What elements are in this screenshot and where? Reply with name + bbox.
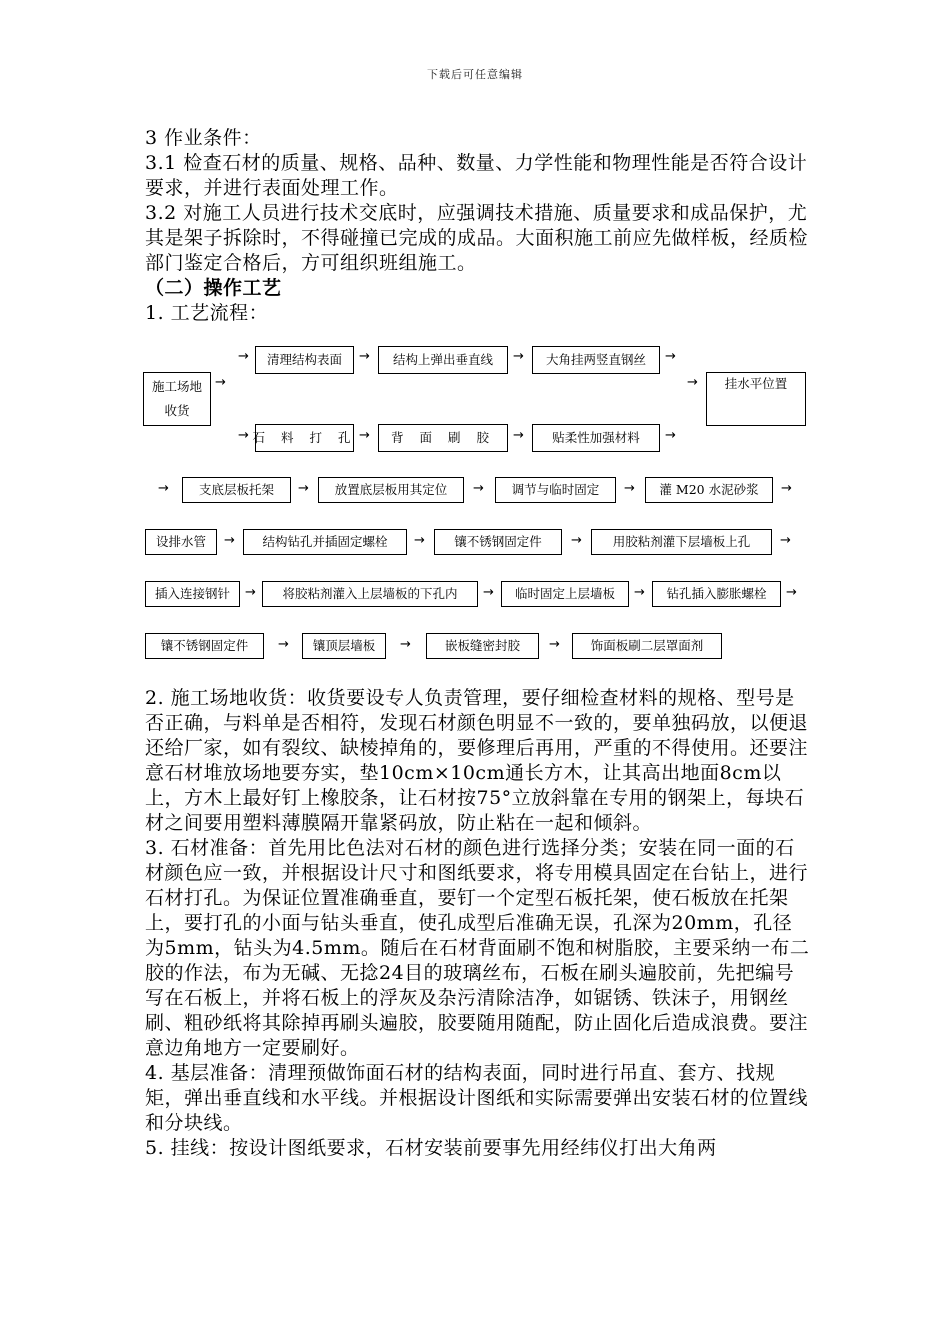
flow-arrow: → bbox=[278, 637, 289, 652]
flow-arrow: → bbox=[414, 533, 425, 548]
flow-box-r4-4: 钻孔插入膨胀螺栓 bbox=[652, 581, 781, 607]
flow-box-top-3: 大角挂两竖直钢丝 bbox=[532, 346, 660, 374]
flow-arrow: → bbox=[359, 428, 370, 443]
flow-box-top-1: 清理结构表面 bbox=[255, 346, 354, 374]
flow-arrow: → bbox=[215, 375, 226, 390]
flow-start-line-2: 收货 bbox=[164, 403, 190, 418]
flow-box-r2-1: 支底层板托架 bbox=[182, 477, 291, 503]
flow-box-r3-1: 设排水管 bbox=[145, 529, 217, 555]
flow-arrow: → bbox=[245, 585, 256, 600]
flow-box-r5-3: 嵌板缝密封胶 bbox=[426, 633, 539, 659]
flow-start-box bbox=[143, 372, 211, 426]
section-3-item-1: 3.1 检查石材的质量、规格、品种、数量、力学性能和物理性能是否符合设计要求，并进行表面处理工作。 bbox=[145, 152, 808, 199]
flow-box-r2-3: 调节与临时固定 bbox=[495, 477, 616, 503]
flow-box-r3-3: 镶不锈钢固定件 bbox=[434, 529, 562, 555]
flow-box-r2-4: 灌 M20 水泥砂浆 bbox=[645, 477, 773, 503]
flow-arrow: → bbox=[665, 349, 676, 364]
flow-arrow: → bbox=[549, 637, 560, 652]
section-3 bbox=[145, 126, 810, 326]
flow-box-r2-2: 放置底层板用其定位 bbox=[318, 477, 464, 503]
flow-arrow: → bbox=[687, 375, 698, 390]
flow-arrow: → bbox=[473, 481, 484, 496]
paragraph-4: 4. 基层准备：清理预做饰面石材的结构表面，同时进行吊直、套方、找规矩，弹出垂直线和水平线。并根据设计图纸和实际需要弹出安装石材的位置线和分块线。 bbox=[145, 1062, 809, 1134]
flow-arrow: → bbox=[624, 481, 635, 496]
section-paragraphs bbox=[145, 686, 810, 1161]
flow-arrow: → bbox=[665, 428, 676, 443]
flow-box-bottom-3: 贴柔性加强材料 bbox=[532, 424, 660, 452]
flow-arrow: → bbox=[359, 349, 370, 364]
flow-box-r5-1: 镶不锈钢固定件 bbox=[145, 633, 264, 659]
flow-end-box: 挂水平位置 bbox=[706, 372, 806, 426]
flow-box-r4-2: 将胶粘剂灌入上层墙板的下孔内 bbox=[262, 581, 478, 607]
flow-arrow: → bbox=[483, 585, 494, 600]
paragraph-5: 5. 挂线：按设计图纸要求，石材安装前要事先用经纬仪打出大角两 bbox=[145, 1137, 717, 1159]
paragraph-3: 3. 石材准备：首先用比色法对石材的颜色进行选择分类；安装在同一面的石材颜色应一致，并根据设计尺寸和图纸要求，将专用模具固定在台钻上，进行石材打孔。为保证位置准确垂直，要钉一个定型石板托架，使石板放在托架上，要打孔的小面与钻头垂直，使孔成型后准确无误，孔深为20mm，孔径为5mm，钻头为4.5mm。随后在石材背面刷不饱和树脂胶，主要采纳一布二胶的作法，布为无碱、无捻24目的玻璃丝布，石板在刷头遍胶前，先把编号写在石板上，并将石板上的浮灰及杂污清除洁净，如锯锈、铁沫子，用钢丝刷、粗砂纸将其除掉再刷头遍胶，胶要随用随配，防止固化后造成浪费。要注意边角地方一定要刷好。 bbox=[145, 837, 810, 1059]
flow-arrow: → bbox=[781, 481, 792, 496]
flow-arrow: → bbox=[238, 428, 249, 443]
flow-box-bottom-1: 石 料 打 孔 bbox=[255, 424, 354, 452]
flow-box-r3-2: 结构钻孔并插固定螺栓 bbox=[243, 529, 407, 555]
flow-arrow: → bbox=[786, 585, 797, 600]
flow-arrow: → bbox=[224, 533, 235, 548]
flow-arrow: → bbox=[238, 349, 249, 364]
flow-box-top-2: 结构上弹出垂直线 bbox=[378, 346, 508, 374]
flow-arrow: → bbox=[513, 428, 524, 443]
flow-title: 1. 工艺流程： bbox=[145, 302, 269, 324]
page-header: 下载后可任意编辑 bbox=[427, 68, 523, 81]
section-3-item-2: 3.2 对施工人员进行技术交底时，应强调技术措施、质量要求和成品保护，尤其是架子拆除时，不得碰撞已完成的成品。大面积施工前应先做样板，经质检部门鉴定合格后，方可组织班组施工。 bbox=[145, 202, 809, 274]
flow-arrow: → bbox=[634, 585, 645, 600]
section-3-title: 3 作业条件： bbox=[145, 127, 262, 149]
flow-arrow: → bbox=[513, 349, 524, 364]
paragraph-2: 2. 施工场地收货：收货要设专人负责管理，要仔细检查材料的规格、型号是否正确，与料单是否相符，发现石材颜色明显不一致的，要单独码放，以便退还给厂家，如有裂纹、缺棱掉角的，要修理后再用，严重的不得使用。还要注意石材堆放场地要夯实，垫10cm×10cm通长方木，让其高出地面8cm以上，方木上最好钉上橡胶条，让石材按75°立放斜靠在专用的钢架上，每块石材之间要用塑料薄膜隔开靠紧码放，防止粘在一起和倾斜。 bbox=[145, 687, 809, 834]
flow-start-line-1: 施工场地 bbox=[151, 379, 202, 394]
flow-arrow: → bbox=[400, 637, 411, 652]
flow-box-r3-4: 用胶粘剂灌下层墙板上孔 bbox=[591, 529, 772, 555]
flow-arrow: → bbox=[571, 533, 582, 548]
flow-box-r5-4: 饰面板刷二层罩面剂 bbox=[572, 633, 722, 659]
flow-arrow: → bbox=[158, 481, 169, 496]
flow-arrow: → bbox=[298, 481, 309, 496]
section-ops-title: （二）操作工艺 bbox=[145, 277, 282, 299]
flow-box-bottom-2: 背 面 刷 胶 bbox=[378, 424, 508, 452]
flow-box-r5-2: 镶顶层墙板 bbox=[302, 633, 386, 659]
flow-box-r4-1: 插入连接钢针 bbox=[145, 581, 240, 607]
flow-box-r4-3: 临时固定上层墙板 bbox=[501, 581, 629, 607]
flow-arrow: → bbox=[780, 533, 791, 548]
